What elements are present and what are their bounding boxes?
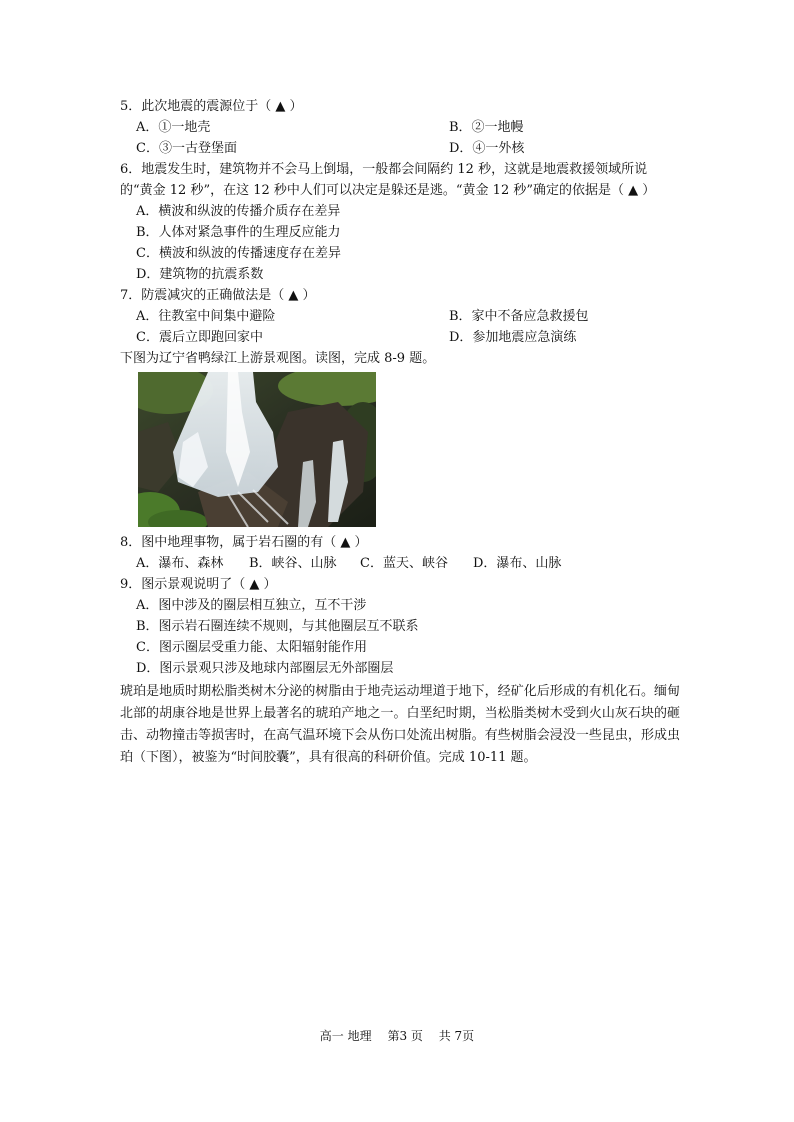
q6-option-c: C．横波和纵波的传播速度存在差异 <box>136 246 341 261</box>
intro-8-9: 下图为辽宁省鸭绿江上游景观图。读图，完成 8-9 题。 <box>120 351 436 366</box>
q5-stem: 5．此次地震的震源位于（ ▲ ） <box>120 99 303 114</box>
q7-option-d: D．参加地震应急演练 <box>449 330 577 345</box>
footer-page-number: 第3 页 <box>387 1029 423 1043</box>
q5-option-a: A．①一地壳 <box>136 120 211 135</box>
q6-option-d: D．建筑物的抗震系数 <box>136 267 264 282</box>
amber-paragraph: 琥珀是地质时期松脂类树木分泌的树脂由于地壳运动埋道于地下，经矿化后形成的有机化石。缅甸北部的胡康谷地是世界上最著名的琥珀产地之一。白垩纪时期，当松脂类树木受到火山灰石块的砸击、动物撞击等损害时，在高气温环境下会从伤口处流出树脂。有些树脂会浸没一些昆虫，形成虫珀（下图），被鉴为“时间胶囊”，具有很高的科研价值。完成 10-11 题。 <box>120 684 680 765</box>
q6-option-a: A．横波和纵波的传播介质存在差异 <box>136 204 341 219</box>
q8-option-b: B．峡谷、山脉 <box>249 556 337 571</box>
q9-stem: 9．图示景观说明了（ ▲ ） <box>120 577 277 592</box>
q7-stem: 7．防震减灾的正确做法是（ ▲ ） <box>120 288 316 303</box>
waterfall-photo <box>138 372 376 527</box>
footer-total-pages: 共 7页 <box>438 1029 475 1043</box>
q6-stem-line1: 6．地震发生时，建筑物并不会马上倒塌，一般都会间隔约 12 秒，这就是地震救援领域所说 <box>120 162 648 177</box>
footer-course: 高一 地理 <box>319 1029 372 1043</box>
q9-option-b: B．图示岩石圈连续不规则，与其他圈层互不联系 <box>136 619 419 634</box>
q5-option-c: C．③一古登堡面 <box>136 141 237 156</box>
q7-option-c: C．震后立即跑回家中 <box>136 330 263 345</box>
q8-option-c: C．蓝天、峡谷 <box>360 556 448 571</box>
q6-stem-line2: 的“黄金 12 秒”，在这 12 秒中人们可以决定是躲还是逃。“黄金 12 秒”确定的依据是（ ▲ ） <box>120 183 656 198</box>
q8-option-a: A．瀑布、森林 <box>136 556 224 571</box>
q9-option-d: D．图示景观只涉及地球内部圈层无外部圈层 <box>136 661 394 676</box>
q8-option-d: D．瀑布、山脉 <box>473 556 562 571</box>
q9-option-a: A．图中涉及的圈层相互独立，互不干涉 <box>136 598 367 613</box>
q7-option-a: A．往教室中间集中避险 <box>136 309 276 324</box>
q7-option-b: B．家中不备应急救援包 <box>449 309 589 324</box>
page-footer <box>0 1027 794 1044</box>
q8-stem: 8．图中地理事物，属于岩石圈的有（ ▲ ） <box>120 535 368 550</box>
q5-option-d: D．④一外核 <box>449 141 525 156</box>
q6-option-b: B．人体对紧急事件的生理反应能力 <box>136 225 341 240</box>
q5-option-b: B．②一地幔 <box>449 120 524 135</box>
q9-option-c: C．图示圈层受重力能、太阳辐射能作用 <box>136 640 367 655</box>
